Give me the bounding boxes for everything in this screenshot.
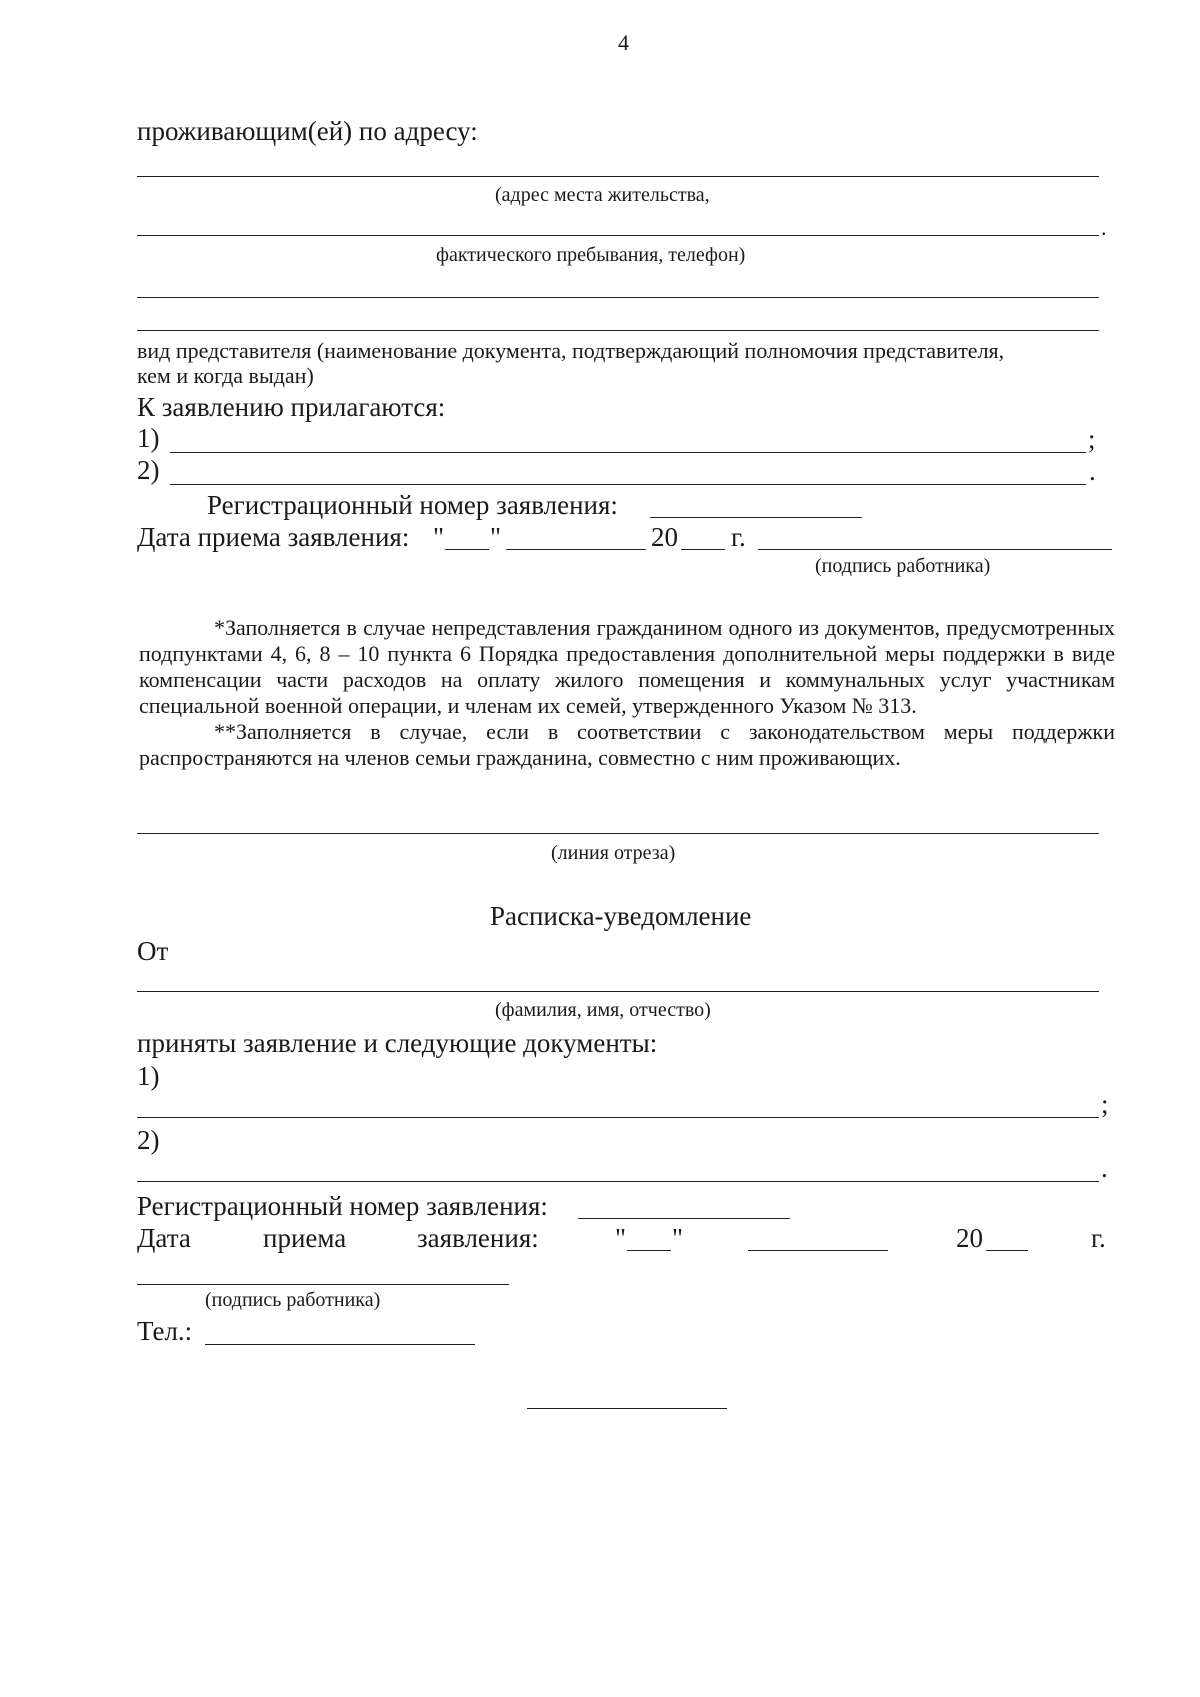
receipt-number-field[interactable] xyxy=(578,1218,790,1219)
representative-line-1[interactable] xyxy=(137,297,1099,298)
cut-line xyxy=(137,833,1099,834)
receipt-item-2-line[interactable] xyxy=(137,1181,1099,1182)
receipt-fio-hint: (фамилия, имя, отчество) xyxy=(495,999,711,1021)
receipt-item-1-line[interactable] xyxy=(137,1117,1099,1118)
address-hint-residence: (адрес места жительства, xyxy=(495,184,710,206)
receipt-from-label: От xyxy=(137,936,169,966)
attachment-item-2-number: 2) xyxy=(137,455,160,485)
registration-date-month-field[interactable] xyxy=(506,549,646,550)
address-label: проживающим(ей) по адресу: xyxy=(137,116,478,146)
receipt-item-1-semicolon: ; xyxy=(1101,1089,1109,1119)
representative-hint-2: кем и когда выдан) xyxy=(137,363,314,388)
attachment-item-1-line[interactable] xyxy=(170,452,1086,453)
receipt-fio-line[interactable] xyxy=(137,991,1099,992)
address-line-1[interactable] xyxy=(137,176,1099,177)
registration-date-year-prefix: 20 xyxy=(651,522,678,552)
registration-number-field[interactable] xyxy=(650,517,862,518)
registration-date-quote-open: " xyxy=(433,522,445,552)
registration-number-label: Регистрационный номер заявления: xyxy=(207,490,618,520)
address-line-2[interactable] xyxy=(137,235,1099,236)
registration-signature-field[interactable] xyxy=(758,549,1112,550)
representative-hint-1: вид представителя (наименование документа, подтверждающий полномочия представителя, xyxy=(137,338,1005,363)
page-number: 4 xyxy=(618,30,629,55)
receipt-accepted-label: приняты заявление и следующие документы: xyxy=(137,1028,658,1058)
registration-date-quote-close: " xyxy=(490,522,502,552)
cut-line-hint: (линия отреза) xyxy=(551,842,676,864)
receipt-item-2-period: . xyxy=(1101,1153,1108,1183)
receipt-date-quote-open: " xyxy=(615,1223,627,1253)
receipt-date-month-field[interactable] xyxy=(748,1250,888,1251)
attachments-label: К заявлению прилагаются: xyxy=(137,392,446,422)
receipt-item-1-number: 1) xyxy=(137,1061,160,1091)
receipt-item-2-number: 2) xyxy=(137,1125,160,1155)
receipt-signature-field[interactable] xyxy=(137,1284,509,1285)
receipt-phone-field[interactable] xyxy=(205,1344,475,1345)
attachment-item-1-number: 1) xyxy=(137,423,160,453)
receipt-signature-hint: (подпись работника) xyxy=(205,1289,381,1311)
receipt-date-year-field[interactable] xyxy=(986,1250,1028,1251)
registration-date-label: Дата приема заявления: xyxy=(137,522,410,552)
receipt-number-label: Регистрационный номер заявления: xyxy=(137,1191,548,1221)
address-hint-stay: фактического пребывания, телефон) xyxy=(436,244,746,266)
registration-date-year-suffix: г. xyxy=(731,522,746,552)
receipt-title: Расписка-уведомление xyxy=(490,901,752,931)
receipt-date-word-3: заявления: xyxy=(417,1223,539,1253)
registration-date-day-field[interactable] xyxy=(445,549,489,550)
representative-line-2[interactable] xyxy=(137,330,1099,331)
registration-date-year-field[interactable] xyxy=(681,549,725,550)
closing-separator xyxy=(527,1408,727,1409)
receipt-date-word-1: Дата xyxy=(137,1223,191,1253)
attachment-item-1-semicolon: ; xyxy=(1088,424,1096,454)
receipt-date-day-field[interactable] xyxy=(627,1250,671,1251)
receipt-date-year-suffix: г. xyxy=(1091,1223,1106,1253)
receipt-date-year-prefix: 20 xyxy=(956,1223,983,1253)
receipt-date-word-2: приема xyxy=(263,1223,347,1253)
note-2: **Заполняется в случае, если в соответствии с законодательством меры поддержки распространяются на членов семьи гражданина, совместно с ним проживающих. xyxy=(139,719,1115,770)
notes xyxy=(139,615,1115,771)
address-line-2-period: . xyxy=(1101,215,1107,240)
registration-signature-hint: (подпись работника) xyxy=(815,555,991,577)
note-1: *Заполняется в случае непредставления гражданином одного из документов, предусмотренных подпунктами 4, 6, 8 – 10 пункта 6 Порядка предоставления дополнительной меры поддержки в виде компенсации части расходов на оплату жилого помещения и коммунальных услуг участникам специальной военной операции, и членам их семей, утвержденного Указом № 313. xyxy=(139,615,1115,718)
receipt-phone-label: Тел.: xyxy=(137,1316,193,1346)
attachment-item-2-line[interactable] xyxy=(170,484,1086,485)
attachment-item-2-period: . xyxy=(1089,456,1096,486)
receipt-date-quote-close: " xyxy=(672,1223,684,1253)
